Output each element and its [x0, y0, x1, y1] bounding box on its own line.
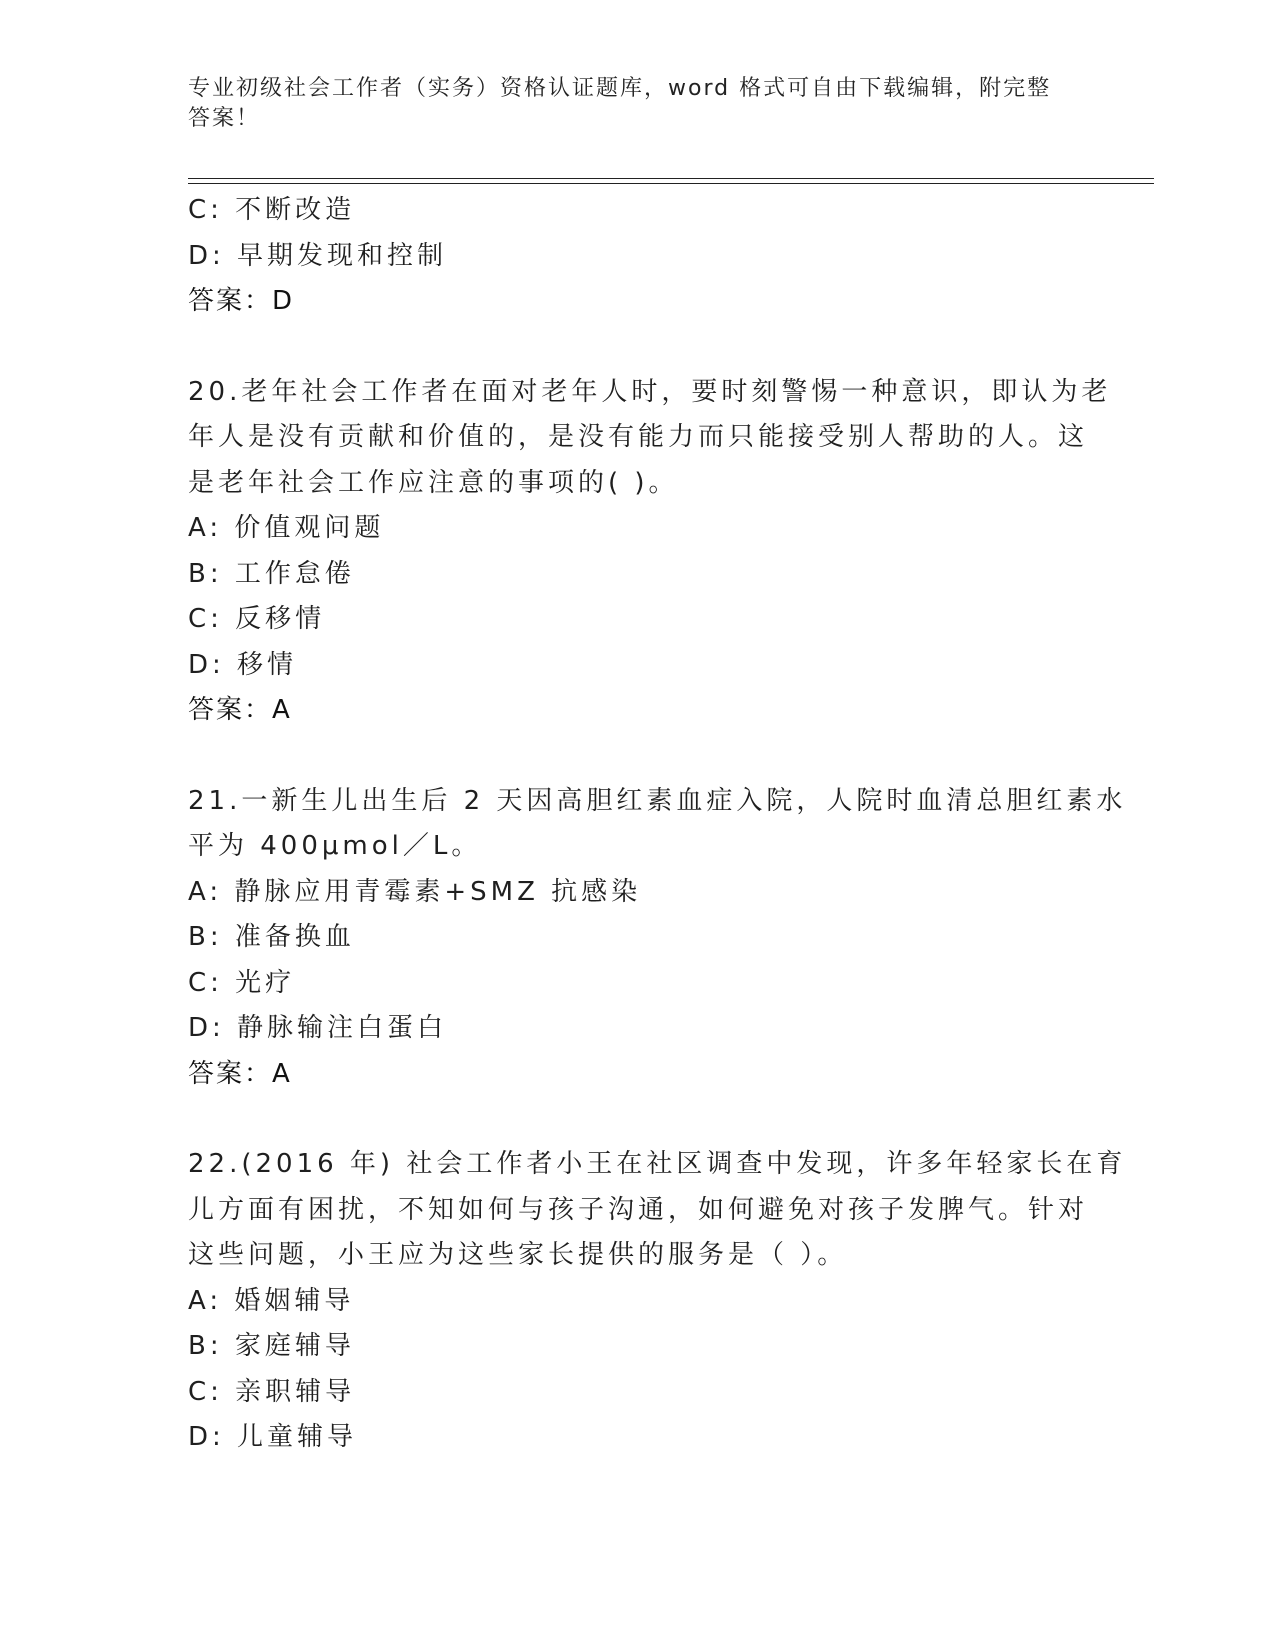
option-a: A: 价值观问题: [188, 513, 385, 543]
header-divider-top: [188, 178, 1154, 179]
header-line-1: 专业初级社会工作者（实务）资格认证题库，word 格式可自由下载编辑，附完整: [188, 76, 1052, 101]
question-stem: 是老年社会工作应注意的事项的( )。: [188, 467, 679, 498]
option-c: C: 亲职辅导: [188, 1376, 356, 1407]
option-c: C: 光疗: [188, 967, 296, 998]
header-line-2: 答案！: [188, 106, 261, 131]
answer-line: 答案：D: [188, 286, 295, 316]
option-d: D: 移情: [188, 649, 298, 680]
option-b: B: 准备换血: [188, 922, 355, 952]
answer-line: 答案：A: [188, 1058, 292, 1089]
question-21: [188, 779, 1127, 1098]
previous-question: [188, 188, 1088, 325]
spacer: [188, 734, 1088, 779]
option-d: D: 儿童辅导: [188, 1422, 358, 1452]
question-stem: 20.老年社会工作者在面对老年人时，要时刻警惕一种意识，即认为老: [188, 376, 1112, 407]
header-divider-bottom: [188, 183, 1154, 184]
option-c: C: 反移情: [188, 604, 326, 634]
question-22: [188, 1142, 1127, 1461]
option-d: D: 早期发现和控制: [188, 240, 448, 271]
option-b: B: 家庭辅导: [188, 1331, 355, 1361]
spacer: [188, 325, 1088, 370]
spacer: [188, 1097, 1088, 1142]
option-d: D: 静脉输注白蛋白: [188, 1013, 448, 1043]
answer-line: 答案：A: [188, 695, 292, 725]
document-header: [188, 74, 1068, 134]
question-stem: 这些问题，小王应为这些家长提供的服务是（ ）。: [188, 1240, 848, 1270]
option-c: C: 不断改造: [188, 195, 356, 225]
option-b: B: 工作怠倦: [188, 558, 355, 589]
question-stem: 22.(2016 年) 社会工作者小王在社区调查中发现，许多年轻家长在育: [188, 1149, 1127, 1179]
question-20: [188, 370, 1112, 734]
question-content: [188, 188, 1127, 1461]
option-a: A: 婚姻辅导: [188, 1285, 355, 1316]
option-a: A: 静脉应用青霉素+SMZ 抗感染: [188, 876, 642, 907]
question-stem: 平为 400μmol／L。: [188, 831, 482, 861]
question-stem: 儿方面有困扰，不知如何与孩子沟通，如何避免对孩子发脾气。针对: [188, 1194, 1089, 1225]
question-stem: 年人是没有贡献和价值的，是没有能力而只能接受别人帮助的人。这: [188, 422, 1089, 452]
question-stem: 21.一新生儿出生后 2 天因高胆红素血症入院，人院时血清总胆红素水: [188, 785, 1127, 816]
